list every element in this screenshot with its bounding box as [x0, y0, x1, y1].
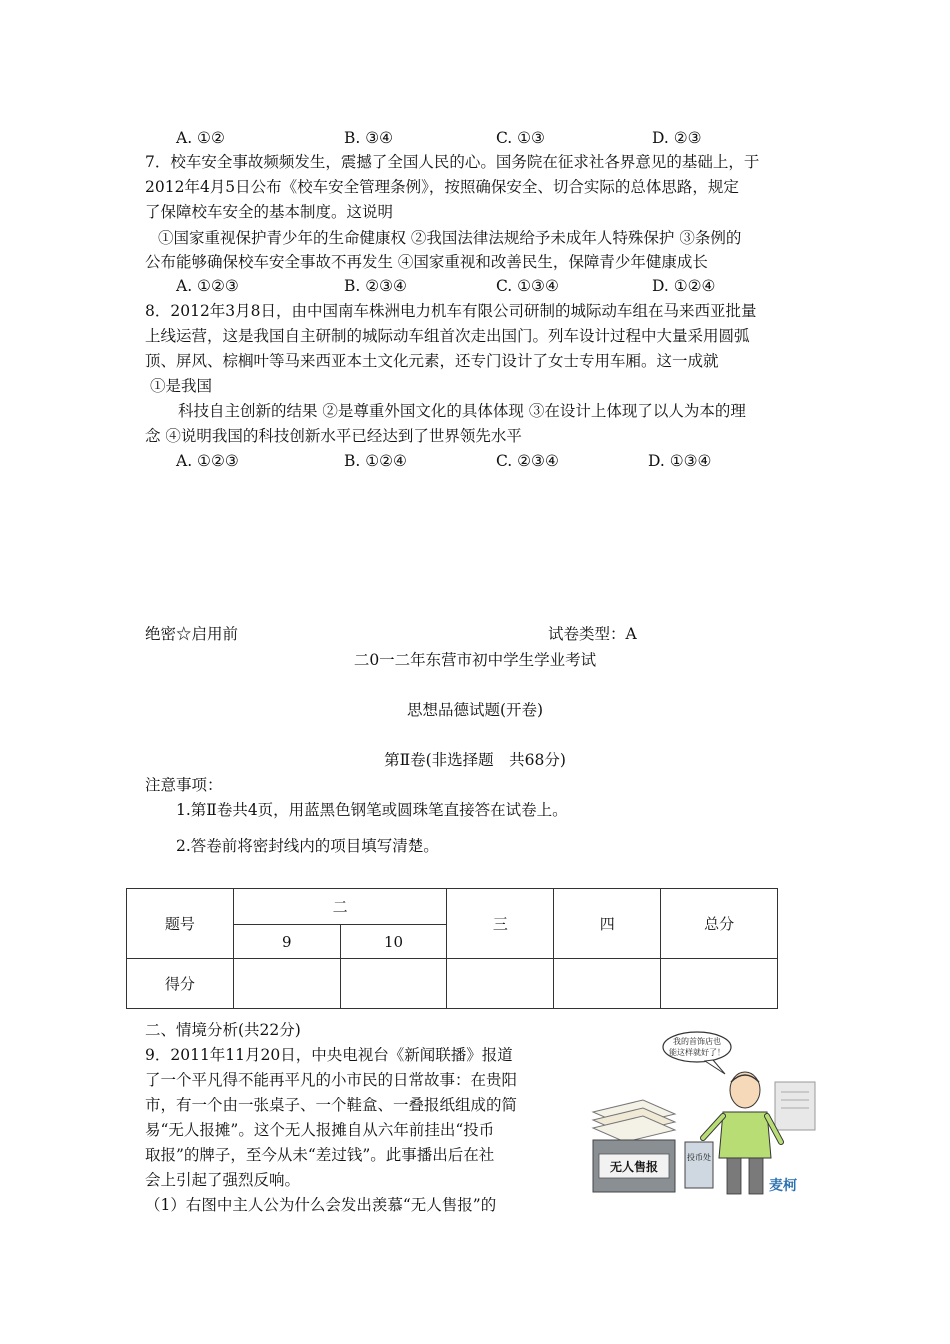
box-label: 投币处 — [687, 1153, 711, 1162]
q9-line: 了一个平凡得不能再平凡的小市民的日常故事：在贵阳 — [145, 1071, 518, 1089]
q8-line: 8．2012年3月8日，由中国南车株洲电力机车有限公司研制的城际动车组在马来西亚批量 — [145, 302, 757, 320]
stand-label: 无人售报 — [609, 1160, 659, 1174]
table-row-label: 得分 — [127, 959, 234, 1009]
q7-line: 了保障校车安全的基本制度。这说明 — [145, 203, 394, 221]
q7-option-a: A. ①②③ — [176, 277, 239, 295]
q9-line: 易“无人报摊”。这个无人报摊自从六年前挂出“投币 — [145, 1121, 495, 1139]
table-header-col: 三 — [447, 889, 554, 959]
q9-line: （1）右图中主人公为什么会发出羡慕“无人售报”的 — [145, 1196, 497, 1214]
bubble-text: 能这样就好了！ — [669, 1048, 725, 1057]
notice-item: 1.第Ⅱ卷共4页，用蓝黑色钢笔或圆珠笔直接答在试卷上。 — [176, 801, 568, 819]
bubble-text: 我的首饰店也 — [673, 1037, 721, 1046]
notice-title: 注意事项： — [145, 776, 223, 794]
q8-line: 科技自主创新的结果 ②是尊重外国文化的具体体现 ③在设计上体现了以人为本的理 — [178, 402, 746, 420]
q9-line: 市，有一个由一张桌子、一个鞋盒、一叠报纸组成的简 — [145, 1096, 518, 1114]
paper-type: 试卷类型：A — [548, 625, 637, 643]
q7-option-b: B. ②③④ — [344, 277, 407, 295]
table-header-label: 题号 — [127, 889, 234, 959]
q8-option-d: D. ①③④ — [648, 452, 712, 470]
q8-option-b: B. ①②④ — [344, 452, 407, 470]
cartoon-illustration — [585, 1030, 819, 1200]
score-cell[interactable] — [233, 959, 340, 1009]
q6-option-b: B. ③④ — [344, 129, 394, 147]
q8-option-c: C. ②③④ — [496, 452, 559, 470]
secret-label: 绝密☆启用前 — [145, 625, 239, 643]
q6-option-d: D. ②③ — [652, 129, 702, 147]
q7-option-d: D. ①②④ — [652, 277, 716, 295]
notice-item: 2.答卷前将密封线内的项目填写清楚。 — [176, 837, 439, 855]
q9-line: 9．2011年11月20日，中央电视台《新闻联播》报道 — [145, 1046, 513, 1064]
score-table — [126, 888, 778, 1009]
q6-option-c: C. ①③ — [496, 129, 545, 147]
score-cell[interactable] — [447, 959, 554, 1009]
q7-line: ①国家重视保护青少年的生命健康权 ②我国法律法规给予未成年人特殊保护 ③条例的 — [158, 229, 742, 247]
score-cell[interactable] — [340, 959, 447, 1009]
q9-line: 取报”的牌子，至今从未“差过钱”。此事播出后在社 — [145, 1146, 495, 1164]
subject-title: 思想品德试题(开卷) — [406, 701, 544, 719]
section-title: 第Ⅱ卷(非选择题 共68分) — [384, 751, 566, 769]
cartoon-signature: 麦柯 — [769, 1178, 797, 1194]
score-cell[interactable] — [554, 959, 661, 1009]
exam-title: 二0一二年东营市初中学生学业考试 — [353, 651, 597, 669]
q8-line: 上线运营，这是我国自主研制的城际动车组首次走出国门。列车设计过程中大量采用圆弧 — [145, 327, 750, 345]
q6-option-a: A. ①② — [176, 129, 225, 147]
section2-title: 二、情境分析(共22分) — [145, 1021, 301, 1039]
q7-option-c: C. ①③④ — [496, 277, 559, 295]
score-cell[interactable] — [661, 959, 778, 1009]
q7-line: 公布能够确保校车安全事故不再发生 ④国家重视和改善民生，保障青少年健康成长 — [145, 253, 708, 271]
q8-line: 念 ④说明我国的科技创新水平已经达到了世界领先水平 — [145, 427, 522, 445]
table-subheader: 10 — [340, 925, 447, 959]
table-header-col: 总分 — [661, 889, 778, 959]
q8-line: 顶、屏风、棕榈叶等马来西亚本土文化元素，还专门设计了女士专用车厢。这一成就 — [145, 352, 719, 370]
q9-line: 会上引起了强烈反响。 — [145, 1171, 301, 1189]
table-subheader: 9 — [233, 925, 340, 959]
q7-line: 7．校车安全事故频频发生，震撼了全国人民的心。国务院在征求社各界意见的基础上，于 — [145, 153, 760, 171]
q8-option-a: A. ①②③ — [176, 452, 239, 470]
table-header-group: 二 — [233, 889, 447, 925]
q7-line: 2012年4月5日公布《校车安全管理条例》，按照确保安全、切合实际的总体思路，规定 — [145, 178, 739, 196]
q8-line: ①是我国 — [150, 377, 213, 395]
table-header-col: 四 — [554, 889, 661, 959]
